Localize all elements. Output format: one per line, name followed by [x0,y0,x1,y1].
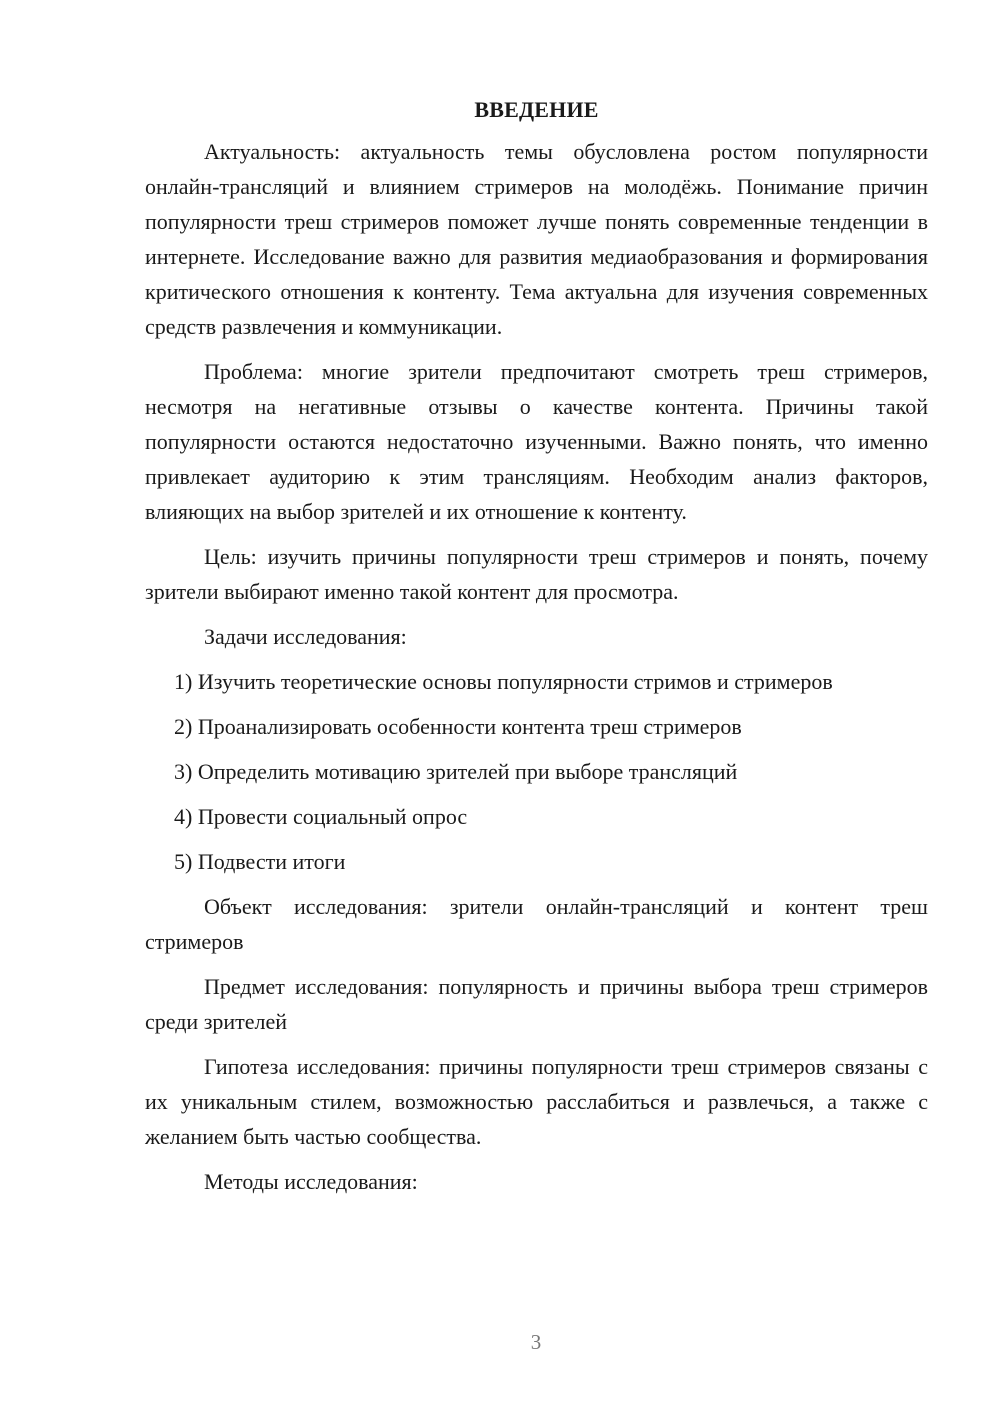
subject-paragraph: Предмет исследования: популярность и причины выбора треш стримеров среди зрителей [145,974,928,1034]
problem-paragraph: Проблема: многие зрители предпочитают смотреть треш стримеров, несмотря на негативные отзывы о качестве контента. Причины такой популярности остаются недостаточно изученными. Важно понять, что именно привлекает аудиторию к этим трансляциям. Необходим анализ факторов, влияющих на выбор зрителей и их отношение к контенту. [145,359,928,524]
object-paragraph: Объект исследования: зрители онлайн-трансляций и контент треш стримеров [145,894,928,954]
task-item: 4) Провести социальный опрос [174,804,468,829]
document-page [145,92,928,1209]
relevance-paragraph: Актуальность: актуальность темы обусловлена ростом популярности онлайн-трансляций и влиянием стримеров на молодёжь. Понимание причин популярности треш стримеров поможет лучше понять современные тенденции в интернете. Исследование важно для развития медиаобразования и формирования критического отношения к контенту. Тема актуальна для изучения современных средств развлечения и коммуникации. [145,139,928,339]
task-item: 3) Определить мотивацию зрителей при выборе трансляций [174,759,738,784]
task-item: 5) Подвести итоги [174,849,346,874]
page-title: ВВЕДЕНИЕ [474,97,599,122]
task-item: 2) Проанализировать особенности контента треш стримеров [174,714,742,739]
methods-paragraph: Методы исследования: [204,1169,418,1194]
research-tasks-list [145,664,928,879]
task-item: 1) Изучить теоретические основы популярности стримов и стримеров [174,669,833,694]
goal-paragraph: Цель: изучить причины популярности треш стримеров и понять, почему зрители выбирают именно такой контент для просмотра. [145,544,928,604]
page-number: 3 [530,1330,542,1354]
tasks-heading: Задачи исследования: [204,624,407,649]
hypothesis-paragraph: Гипотеза исследования: причины популярности треш стримеров связаны с их уникальным стилем, возможностью расслабиться и развлечься, а также с желанием быть частью сообщества. [145,1054,928,1149]
